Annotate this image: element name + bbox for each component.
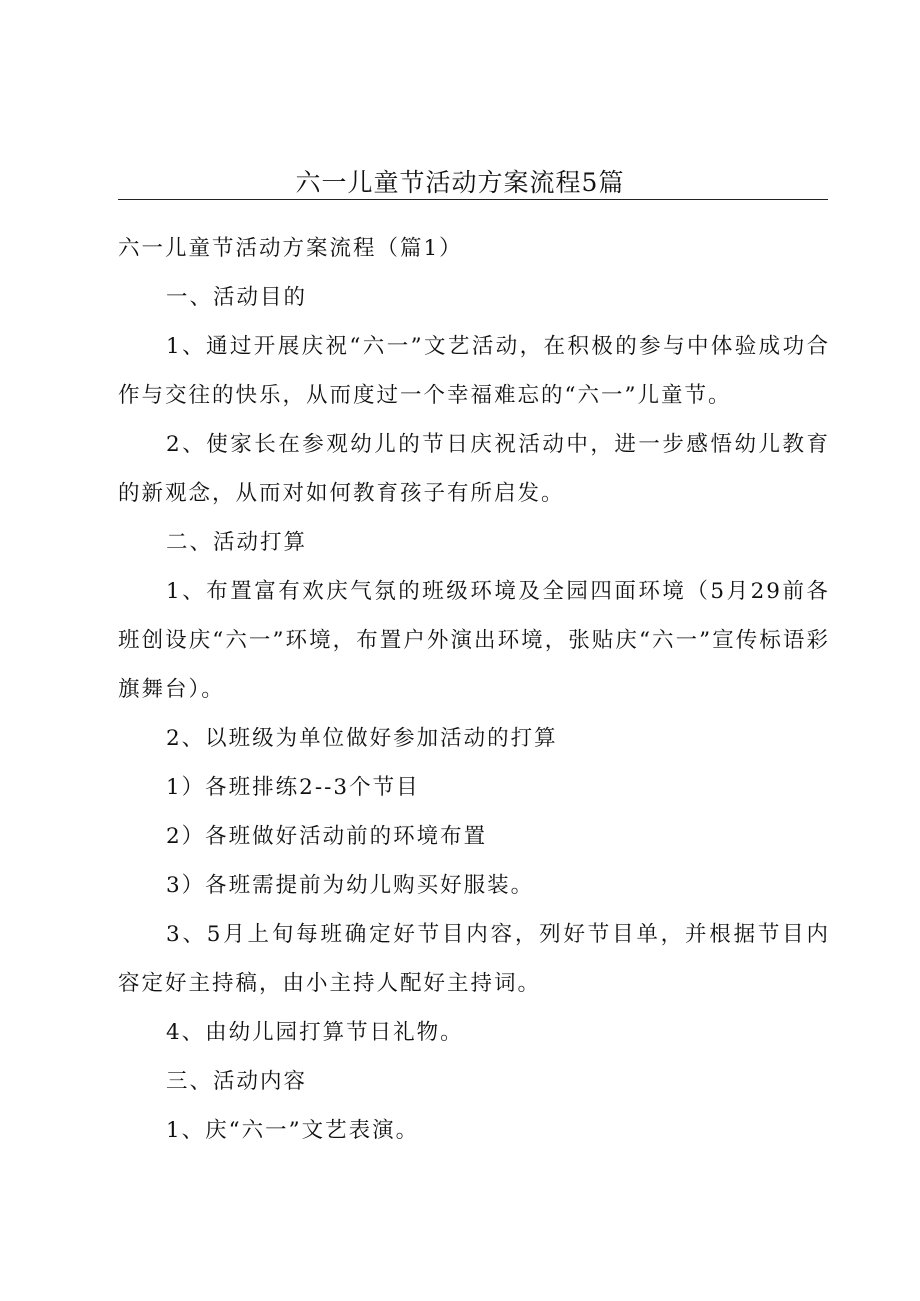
title-underline (118, 199, 828, 200)
document-body (118, 224, 830, 1155)
paragraph-content-1: 1、庆“六一”文艺表演。 (166, 1118, 420, 1143)
paragraph-preparation-2: 2、以班级为单位做好参加活动的打算 (166, 726, 558, 751)
list-item-costumes: 3）各班需提前为幼儿购买好服装。 (166, 873, 535, 898)
paragraph-preparation-4: 4、由幼儿园打算节日礼物。 (166, 1020, 464, 1045)
heading-activity-content: 三、活动内容 (166, 1069, 308, 1094)
paragraph-purpose-2: 2、使家长在参观幼儿的节日庆祝活动中，进一步感悟幼儿教育的新观念，从而对如何教育孩子有所启发。 (118, 432, 830, 506)
paragraph-purpose-1: 1、通过开展庆祝“六一”文艺活动，在积极的参与中体验成功合作与交往的快乐，从而度过一个幸福难忘的“六一”儿童节。 (118, 334, 830, 408)
heading-activity-preparation: 二、活动打算 (166, 530, 308, 555)
document-title: 六一儿童节活动方案流程5篇 (295, 168, 625, 197)
section-heading-part1: 六一儿童节活动方案流程（篇1） (118, 236, 463, 261)
heading-activity-purpose: 一、活动目的 (166, 285, 308, 310)
list-item-environment: 2）各班做好活动前的环境布置 (166, 824, 488, 849)
paragraph-preparation-1: 1、布置富有欢庆气氛的班级环境及全园四面环境（5月29前各班创设庆“六一”环境，布置户外演出环境，张贴庆“六一”宣传标语彩旗舞台）。 (118, 579, 830, 702)
list-item-rehearse: 1）各班排练2--3个节目 (166, 775, 420, 800)
paragraph-preparation-3: 3、5月上旬每班确定好节目内容，列好节目单，并根据节目内容定好主持稿，由小主持人配好主持词。 (118, 922, 830, 996)
